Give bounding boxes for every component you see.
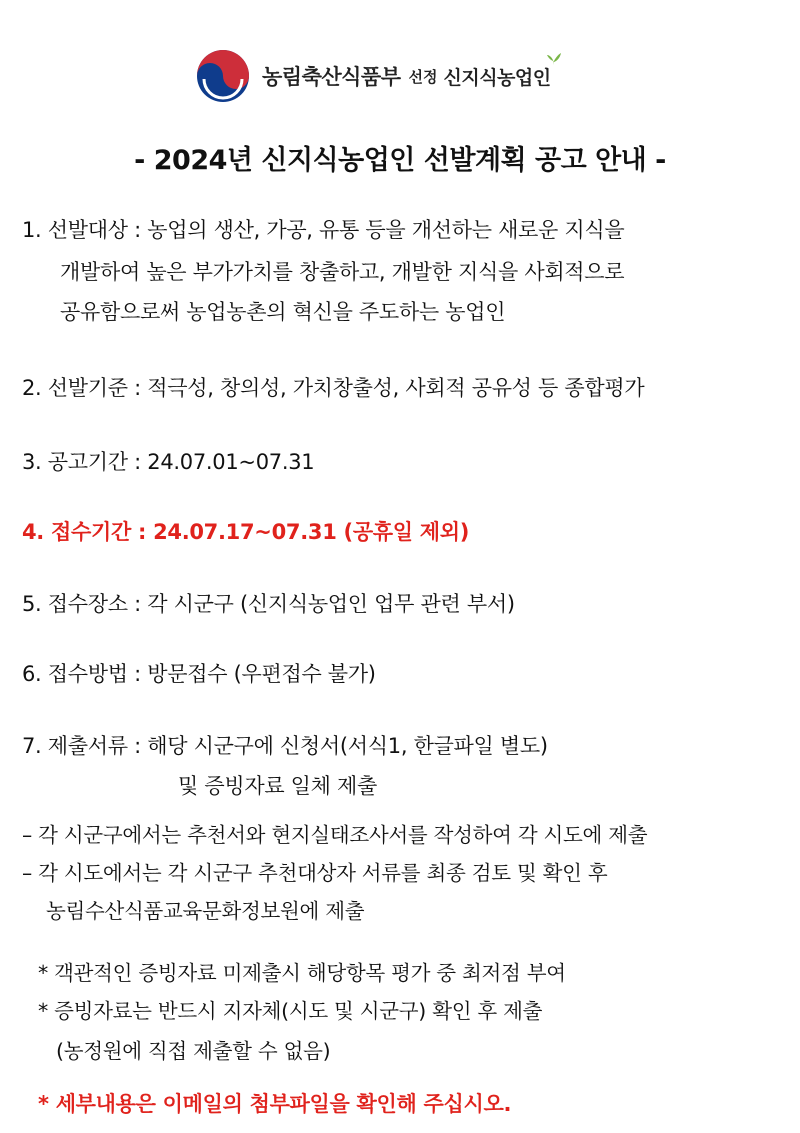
item-7-line-2: 및 증빙자료 일체 제출 <box>178 774 377 798</box>
org-name: 농림축산식품부 <box>262 65 401 89</box>
process-2-line-2: 농림수산식품교육문화정보원에 제출 <box>46 899 365 923</box>
item-4: 4. 접수기간 : 24.07.17~07.31 (공휴일 제외) <box>22 520 470 544</box>
selected-label: 선정 <box>408 67 438 86</box>
brand-name <box>444 63 551 90</box>
taegeuk-emblem-icon <box>196 49 250 103</box>
brand-text: 신지식농업인 <box>443 66 551 89</box>
process-1: – 각 시군구에서는 추천서와 현지실태조사서를 작성하여 각 시도에 제출 <box>22 823 648 847</box>
process-2-line-1: – 각 시도에서는 각 시군구 추천대상자 서류를 최종 검토 및 확인 후 <box>22 861 608 885</box>
note-2-line-1: * 증빙자료는 반드시 지자체(시도 및 시군구) 확인 후 제출 <box>38 999 543 1023</box>
final-note: * 세부내용은 이메일의 첨부파일을 확인해 주십시오. <box>38 1092 512 1116</box>
item-3: 3. 공고기간 : 24.07.01~07.31 <box>22 450 315 474</box>
sprout-icon <box>547 53 561 65</box>
item-7-line-1: 7. 제출서류 : 해당 시군구에 신청서(서식1, 한글파일 별도) <box>22 734 548 758</box>
note-1: * 객관적인 증빙자료 미제출시 해당항목 평가 중 최저점 부여 <box>38 961 566 985</box>
item-1-line-1: 1. 선발대상 : 농업의 생산, 가공, 유통 등을 개선하는 새로운 지식을 <box>22 218 625 242</box>
note-2-line-2: (농정원에 직접 제출할 수 없음) <box>56 1039 331 1063</box>
item-1-line-3: 공유함으로써 농업농촌의 혁신을 주도하는 농업인 <box>60 300 506 324</box>
item-2: 2. 선발기준 : 적극성, 창의성, 가치창출성, 사회적 공유성 등 종합평가 <box>22 376 645 400</box>
header-logo <box>196 46 551 106</box>
item-5: 5. 접수장소 : 각 시군구 (신지식농업인 업무 관련 부서) <box>22 592 515 616</box>
item-6: 6. 접수방법 : 방문접수 (우편접수 불가) <box>22 662 376 686</box>
item-1-line-2: 개발하여 높은 부가가치를 창출하고, 개발한 지식을 사회적으로 <box>60 260 625 284</box>
page-title: - 2024년 신지식농업인 선발계획 공고 안내 - <box>134 145 666 176</box>
